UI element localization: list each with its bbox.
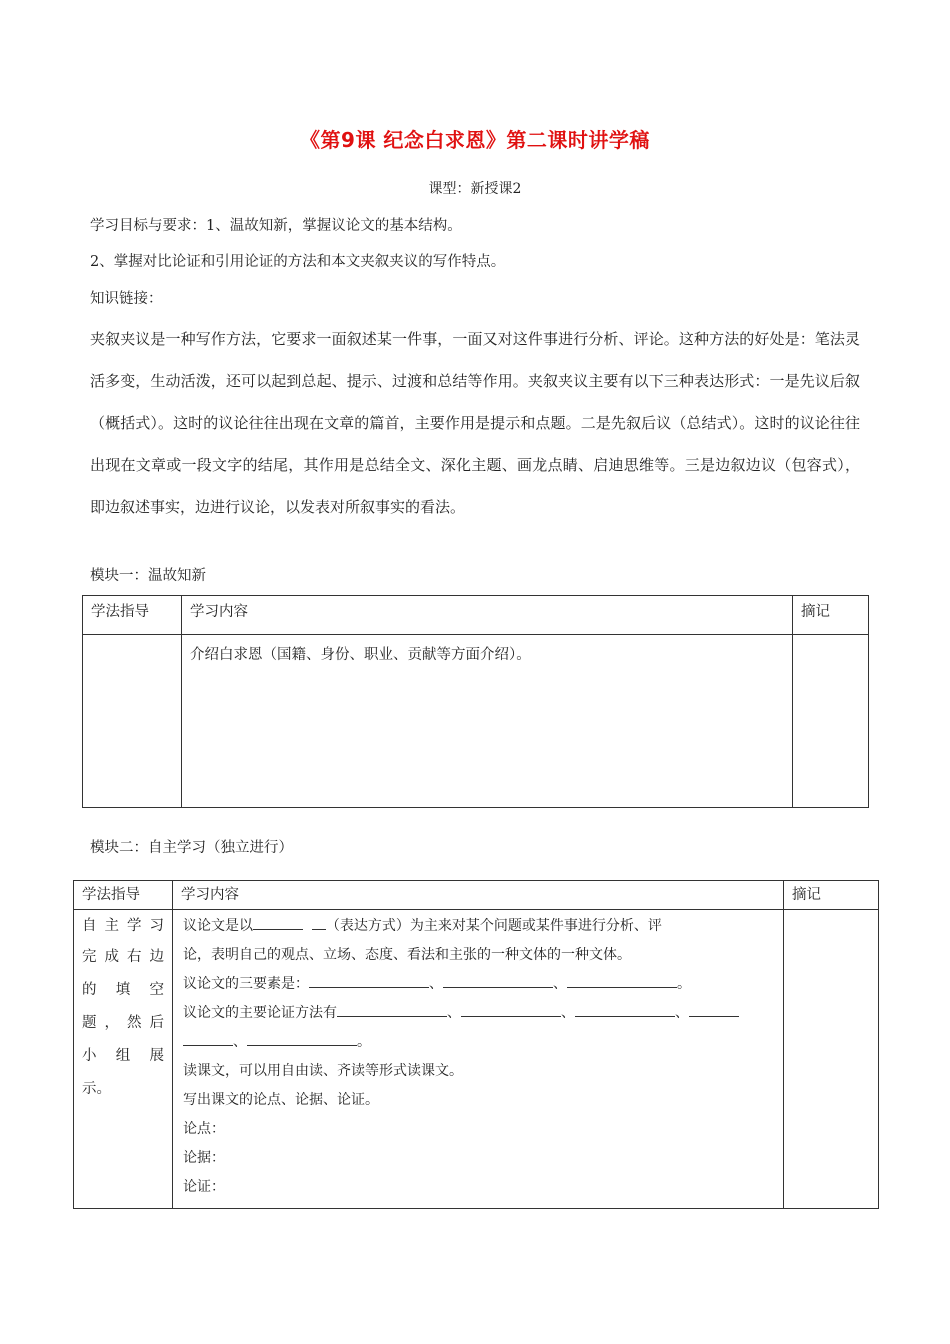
blank-expression-2[interactable] [312,915,326,930]
blank-element-3[interactable] [567,973,677,988]
blank-element-2[interactable] [443,973,553,988]
blank-method-4-cont[interactable] [183,1031,233,1046]
blank-method-1[interactable] [337,1002,447,1017]
goal-line-1: 学习目标与要求：1、温故知新，掌握议论文的基本结构。 [90,218,462,234]
guide-line: 题 ， 然 后 [82,1015,164,1031]
module2-table [73,880,879,1209]
blank-method-5[interactable] [247,1031,357,1046]
guide-line: 小 组 展 [82,1048,164,1064]
content-line: 议论文的三要素是： 、 、 。 [183,970,775,999]
goal-line-2: 2、掌握对比论证和引用论证的方法和本文夹叙夹议的写作特点。 [90,254,506,270]
content-line: 写出课文的论点、论据、论证。 [183,1092,379,1108]
content-line: 论点： [183,1121,225,1137]
table-header-guide: 学法指导 [91,604,149,620]
content-line: 论，表明自己的观点、立场、态度、看法和主张的一种文体的一种文体。 [183,947,631,963]
module1-table [82,595,869,808]
blank-method-2[interactable] [461,1002,561,1017]
guide-line: 完 成 右 边 [82,949,164,965]
content-line: 读课文，可以用自由读、齐读等形式读课文。 [183,1063,463,1079]
knowledge-paragraph: 夹叙夹议是一种写作方法，它要求一面叙述某一件事，一面又对这件事进行分析、评论。这种方法的好处是：笔法灵活多变，生动活泼，还可以起到总起、提示、过渡和总结等作用。夹叙夹议主要有以下三种表达形式：一是先议后叙（概括式）。这时的议论往往出现在文章的篇首，主要作用是提示和点题。二是先叙后议（总结式）。这时的议论往往出现在文章或一段文字的结尾，其作用是总结全文、深化主题、画龙点睛、启迪思维等。三是边叙边议（包容式），即边叙述事实，边进行议论，以发表对所叙事实的看法。 [90,330,860,516]
page-title: 《第9课 纪念白求恩》第二课时讲学稿 [300,128,650,152]
module1-heading: 模块一：温故知新 [90,568,206,584]
blank-expression[interactable] [253,915,303,930]
knowledge-label: 知识链接： [90,291,163,307]
table-header-notes: 摘记 [792,887,821,903]
content-line: 论据： [183,1150,225,1166]
guide-line: 的 填 空 [82,982,164,998]
content-line: 议论文的主要论证方法有 、 、 、 [183,999,775,1028]
table-header-content: 学习内容 [190,604,248,620]
notes-cell [784,910,879,1209]
content-line: 、 。 [183,1028,775,1057]
content-line: 论证： [183,1179,225,1195]
guide-cell [74,910,173,1209]
table-header-guide: 学法指导 [82,887,140,903]
guide-line: 自 主 学 习 [82,918,164,934]
blank-method-3[interactable] [575,1002,675,1017]
table-header-content: 学习内容 [181,887,239,903]
guide-line: 示。 [82,1081,111,1097]
content-line: 议论文是以 （表达方式）为主来对某个问题或某件事进行分析、评 [183,912,775,941]
table-header-notes: 摘记 [801,604,830,620]
content-cell: 介绍白求恩（国籍、身份、职业、贡献等方面介绍）。 [190,647,531,663]
guide-cell [83,635,182,808]
content-cell [173,910,784,1209]
blank-element-1[interactable] [309,973,429,988]
notes-cell [793,635,869,808]
blank-method-4[interactable] [689,1002,739,1017]
module2-heading: 模块二：自主学习（独立进行） [90,840,293,856]
lesson-type: 课型：新授课2 [428,181,522,197]
